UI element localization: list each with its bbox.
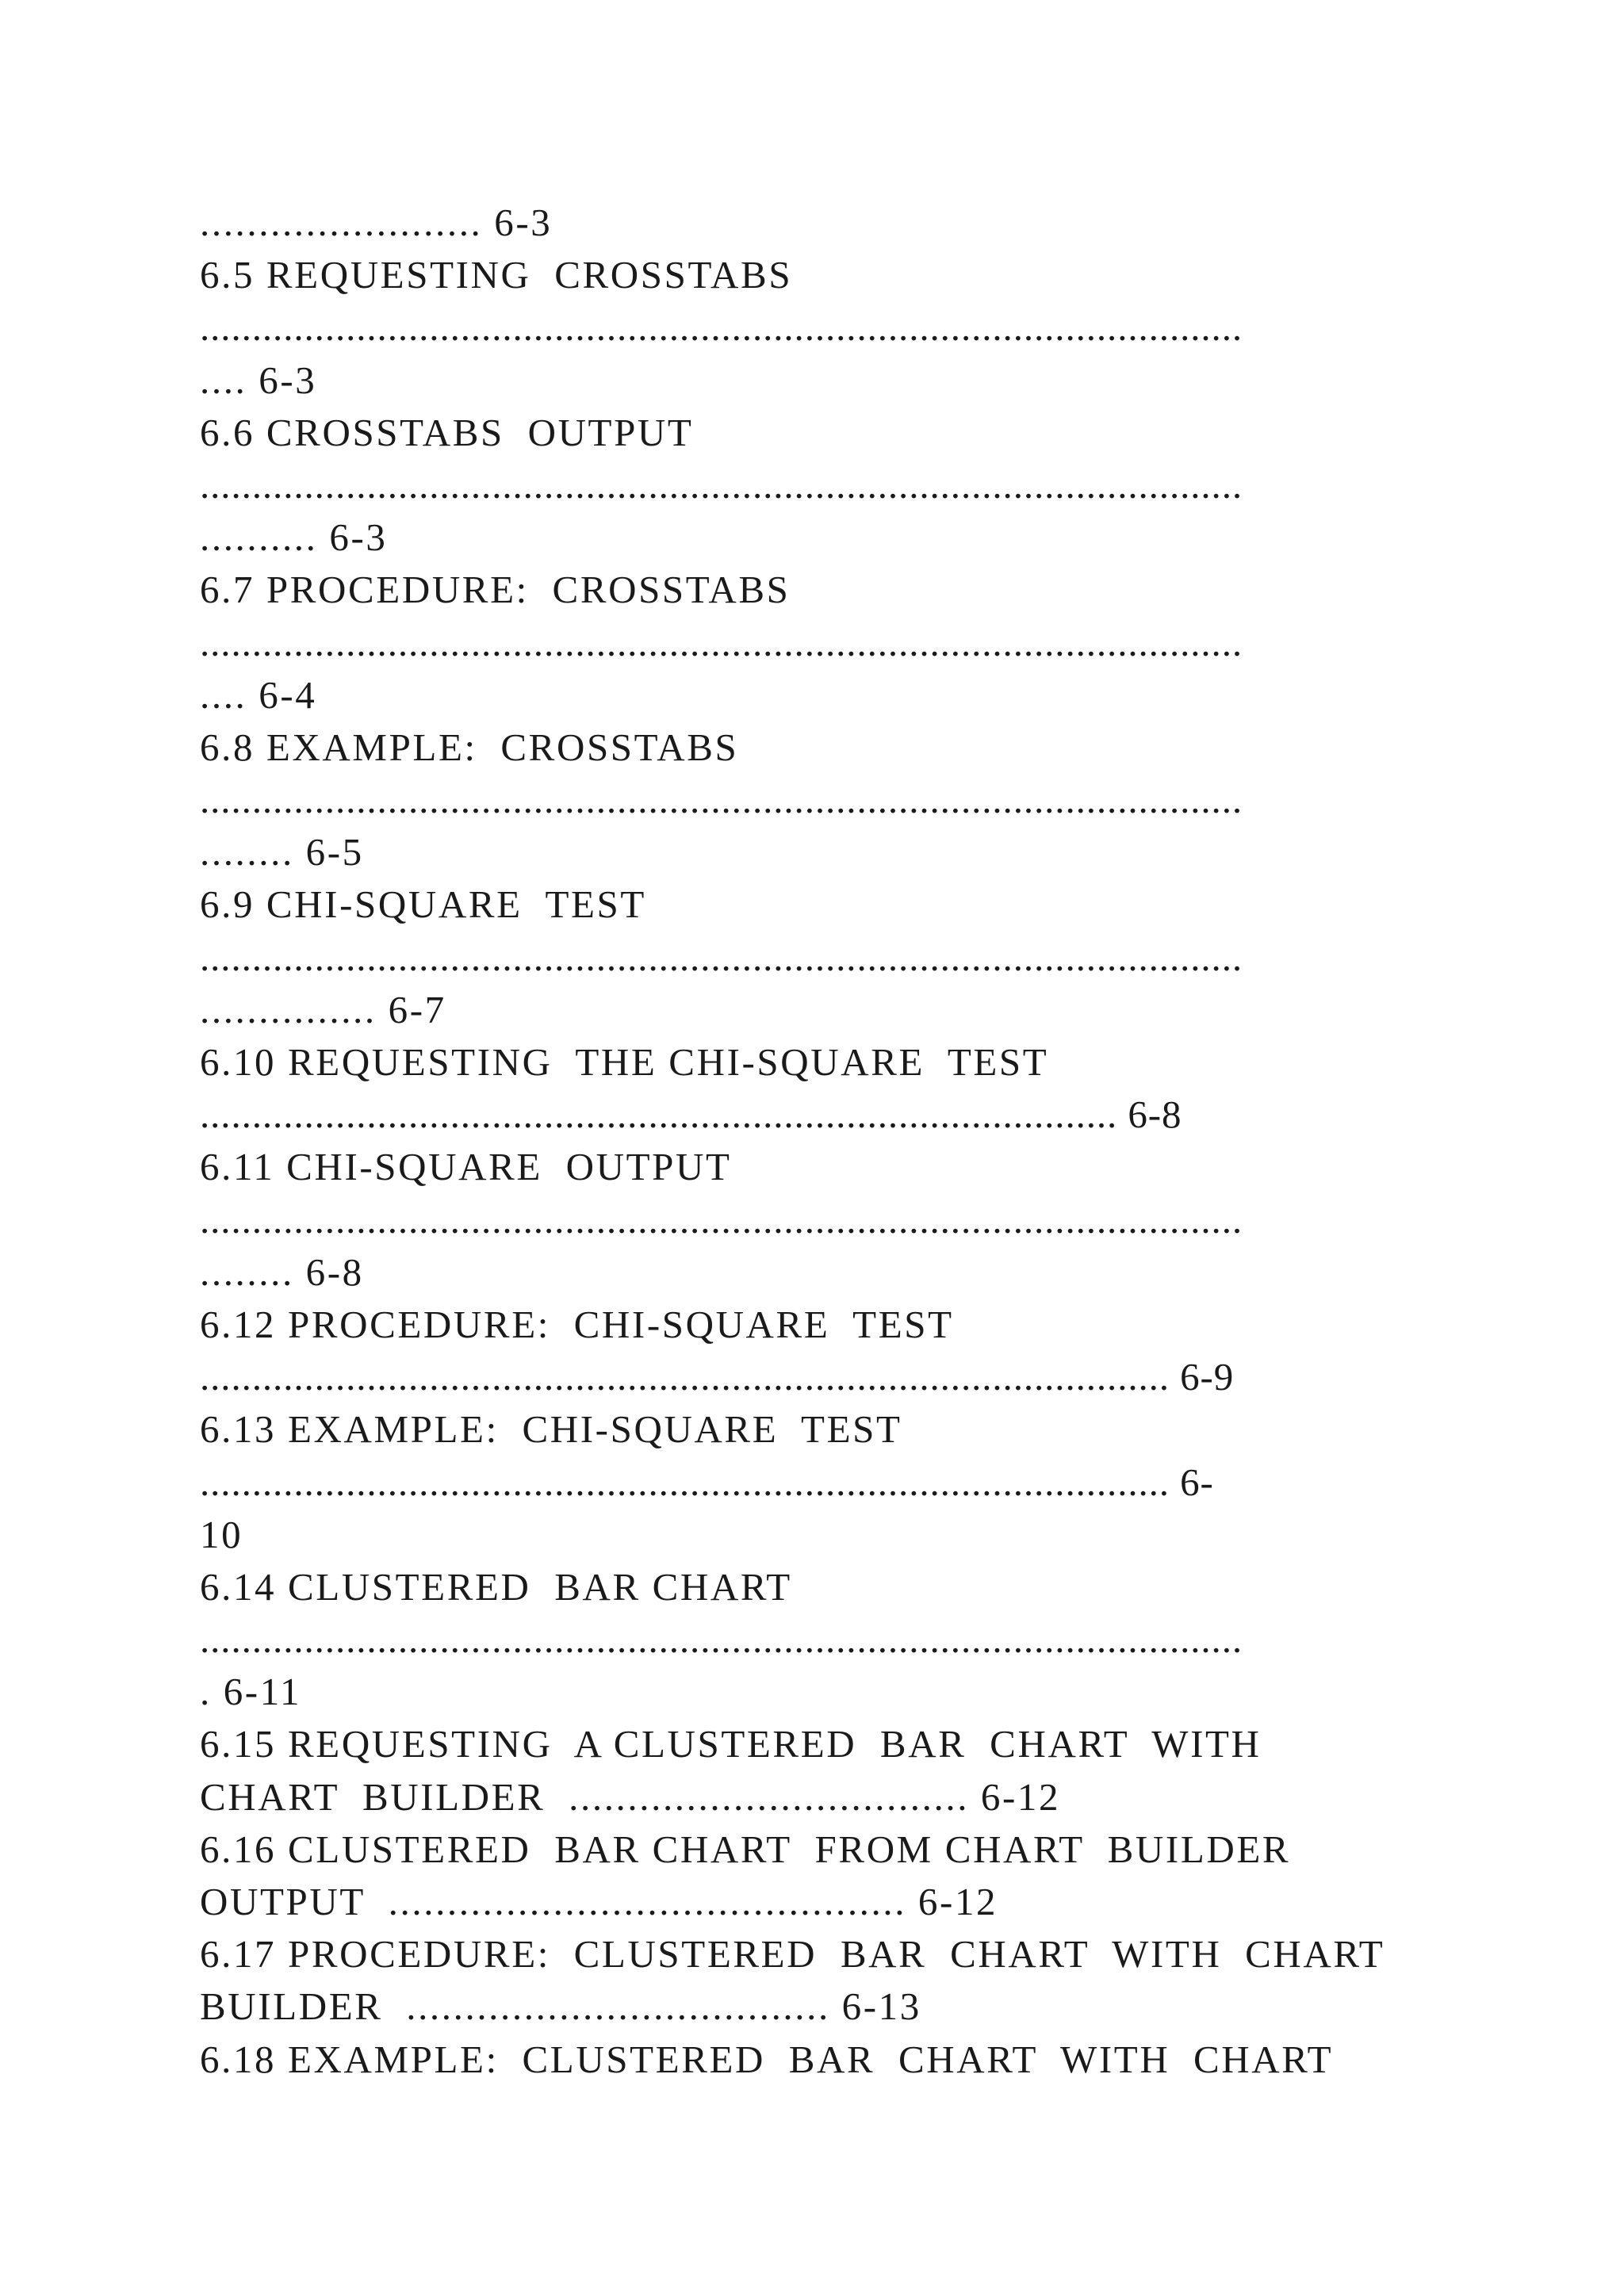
toc-entry-6-16-title: 6.16 CLUSTERED BAR CHART FROM CHART BUILDER xyxy=(200,1827,1291,1871)
toc-entry-6-11-page: ........ 6-8 xyxy=(200,1249,364,1294)
toc-entry-6-14-page: . 6-11 xyxy=(200,1670,302,1714)
toc-entry-6-16-title-cont-page: OUTPUT ............................................ 6-12 xyxy=(200,1880,998,1923)
toc-entry-6-9-title: 6.9 CHI-SQUARE TEST xyxy=(200,882,646,927)
toc-entry-6-15-title-cont-page: CHART BUILDER .................................. 6-12 xyxy=(200,1774,1061,1819)
toc-entry-6-14-title: 6.14 CLUSTERED BAR CHART xyxy=(200,1564,792,1609)
toc-entry-6-5-title: 6.5 REQUESTING CROSSTABS xyxy=(200,253,793,297)
toc-entry-6-9-page: ............... 6-7 xyxy=(200,987,446,1031)
toc-entry-6-8-leader: .................................................................................................... xyxy=(200,778,1243,822)
toc-entry-6-8-title: 6.8 EXAMPLE: CROSSTABS xyxy=(200,725,739,769)
toc-entry-6-9-leader: .................................................................................................... xyxy=(200,935,1243,979)
toc-entry-6-8-page: ........ 6-5 xyxy=(200,830,364,874)
toc-entry-6-10-title: 6.10 REQUESTING THE CHI-SQUARE TEST xyxy=(200,1040,1049,1084)
toc-entry-6-17-title-cont-page: BUILDER .................................... 6-13 xyxy=(200,1984,921,2029)
toc-entry-6-15-title: 6.15 REQUESTING A CLUSTERED BAR CHART WITH xyxy=(200,1722,1262,1766)
toc-entry-6-14-leader: .................................................................................................... xyxy=(200,1617,1243,1662)
toc-entry-6-7-leader: .................................................................................................... xyxy=(200,620,1243,664)
toc-entry-6-18-title: 6.18 EXAMPLE: CLUSTERED BAR CHART WITH CHART xyxy=(200,2037,1334,2081)
toc-entry-6-5-leader: .................................................................................................... xyxy=(200,305,1243,350)
toc-entry-6-11-leader: .................................................................................................... xyxy=(200,1197,1243,1242)
toc-entry-6-12-leader-page: ............................................................................................. 6-9 xyxy=(200,1355,1235,1399)
toc-entry-6-10-leader-page: ........................................................................................ 6-8 xyxy=(200,1093,1182,1137)
toc-entry-6-6-leader: .................................................................................................... xyxy=(200,462,1243,507)
toc-entry-6-13-title: 6.13 EXAMPLE: CHI-SQUARE TEST xyxy=(200,1407,902,1452)
table-of-contents xyxy=(200,197,1437,2086)
toc-entry-6-13-page-wrap: 10 xyxy=(200,1512,243,1556)
toc-entry-6-6-page: .......... 6-3 xyxy=(200,515,388,560)
toc-entry-6-7-title: 6.7 PROCEDURE: CROSSTABS xyxy=(200,568,791,612)
toc-entry-6-11-title: 6.11 CHI-SQUARE OUTPUT xyxy=(200,1145,732,1189)
toc-entry-6-5-page: .... 6-3 xyxy=(200,358,317,402)
toc-entry-6-7-page: .... 6-4 xyxy=(200,672,317,717)
toc-entry-6-6-title: 6.6 CROSSTABS OUTPUT xyxy=(200,410,694,454)
toc-entry-6-12-title: 6.12 PROCEDURE: CHI-SQUARE TEST xyxy=(200,1302,954,1346)
toc-page-ref-6-3-continued: ........................ 6-3 xyxy=(200,201,553,244)
toc-entry-6-13-leader-page: ............................................................................................. 6- xyxy=(200,1460,1214,1504)
toc-entry-6-17-title: 6.17 PROCEDURE: CLUSTERED BAR CHART WITH CHART xyxy=(200,1932,1385,1976)
